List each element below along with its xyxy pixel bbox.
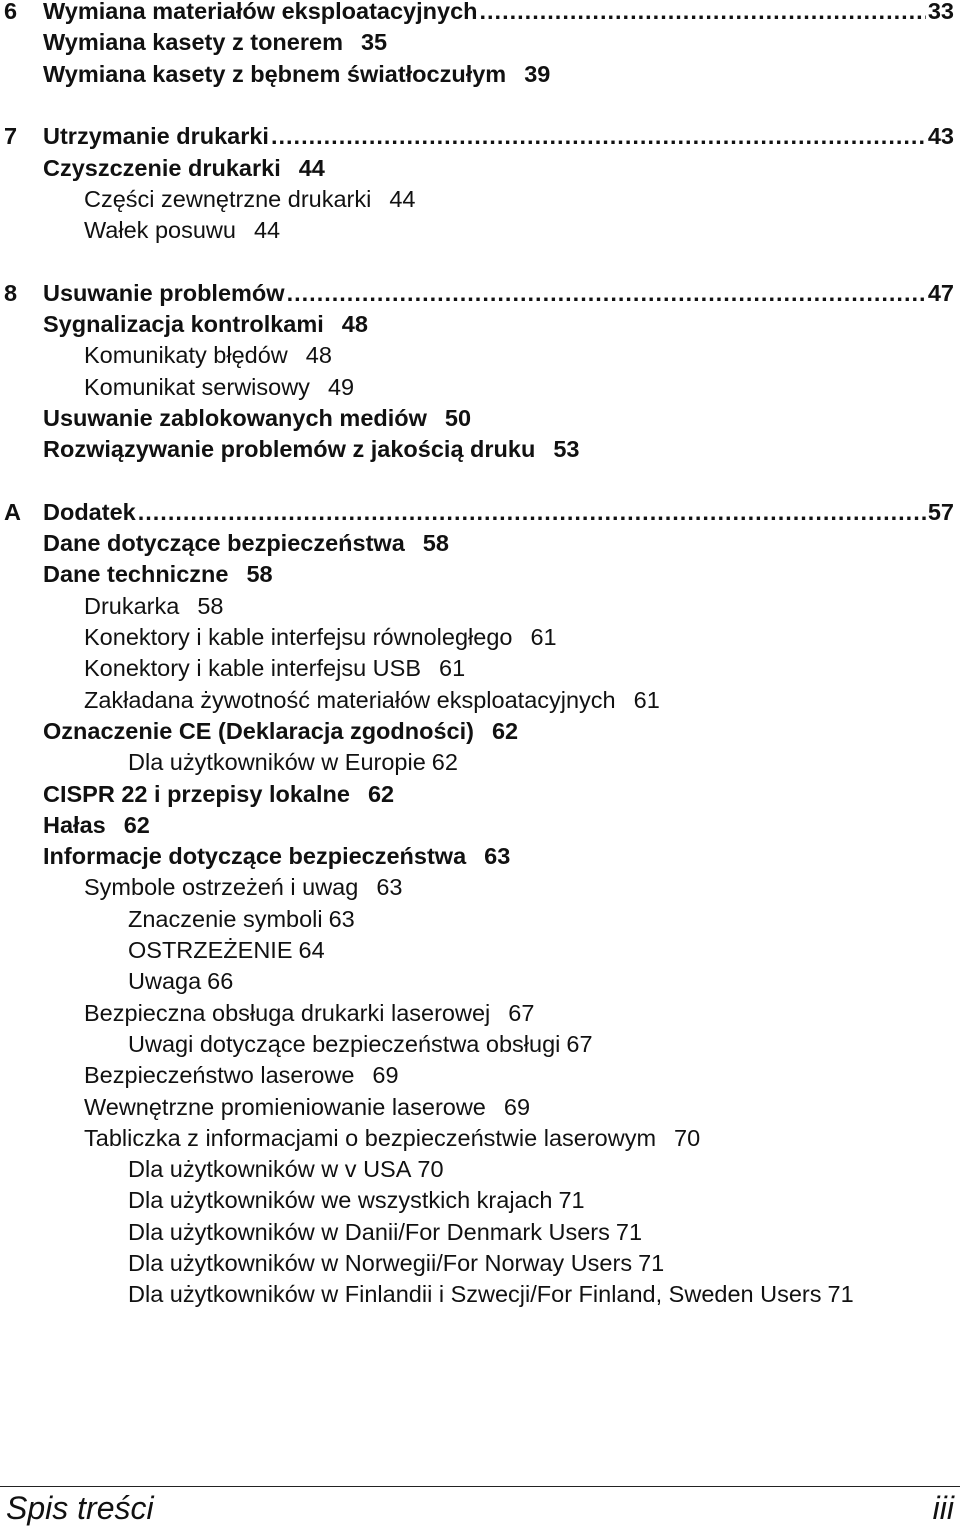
toc-entry-page-number: 63 <box>484 843 511 870</box>
toc-entry-title: Uwagi dotyczące bezpieczeństwa obsługi <box>128 1030 561 1057</box>
dot-leader <box>271 121 926 152</box>
toc-entry-page-number: 35 <box>360 29 388 56</box>
toc-entry-container <box>43 153 325 184</box>
toc-entry-container <box>43 309 368 340</box>
dot-leader <box>287 278 926 309</box>
toc-chapter-row[interactable] <box>0 497 960 528</box>
toc-entry-container <box>84 184 415 215</box>
toc-entry-page-number: 62 <box>491 717 519 744</box>
toc-entry-title: CISPR 22 i przepisy lokalne <box>43 780 350 807</box>
toc-entry-container <box>43 841 510 872</box>
chapter-title-wrap <box>43 497 954 528</box>
toc-entry-title: Informacje dotyczące bezpieczeństwa <box>43 843 467 870</box>
toc-entry-page-number: 71 <box>615 1218 643 1245</box>
toc-entry-title: Bezpieczeństwo laserowe <box>84 1062 355 1089</box>
toc-entry-page-number: 66 <box>207 968 234 995</box>
toc-entry-title: Dla użytkowników w v USA <box>128 1156 412 1183</box>
toc-entry-container <box>128 904 355 935</box>
toc-entry-title: Części zewnętrzne drukarki <box>84 185 372 212</box>
toc-entry-title: Komunikat serwisowy <box>84 373 310 400</box>
toc-entry-container <box>84 1123 700 1154</box>
toc-entry-container <box>128 1185 585 1216</box>
toc-entry-title: Dla użytkowników w Europie <box>128 749 426 776</box>
toc-entry-page-number: 49 <box>327 373 355 400</box>
toc-entry-title: Konektory i kable interfejsu USB <box>84 655 421 682</box>
toc-entry-title: Wymiana kasety z tonerem <box>43 29 343 56</box>
footer-section-title: Spis treści <box>6 1490 154 1526</box>
dot-leader <box>480 0 926 27</box>
toc-entry-title: Bezpieczna obsługa drukarki laserowej <box>84 999 491 1026</box>
toc-entry-page-number: 71 <box>558 1187 585 1214</box>
toc-entry-title: Znaczenie symboli <box>128 905 323 932</box>
chapter-title: Dodatek <box>43 498 136 525</box>
toc-entry-page-number: 69 <box>372 1062 399 1089</box>
toc-entry-container <box>43 434 579 465</box>
toc-entry-container <box>128 1154 444 1185</box>
chapter-number: 7 <box>4 123 18 150</box>
toc-entry-page-number: 58 <box>422 530 449 557</box>
toc-entry-container <box>43 559 273 590</box>
toc-entry-title: Dla użytkowników we wszystkich krajach <box>128 1187 553 1214</box>
toc-entry-container <box>84 340 332 371</box>
toc-entry-title: Rozwiązywanie problemów z jakością druku <box>43 436 536 463</box>
chapter-title-wrap <box>43 121 954 152</box>
toc-entry-page-number: 44 <box>253 217 281 244</box>
toc-entry-container <box>43 716 518 747</box>
toc-entry-page-number: 61 <box>633 686 660 713</box>
toc-entry-page-number: 67 <box>566 1030 593 1057</box>
toc-entry-page-number: 48 <box>341 311 368 337</box>
toc-entry-page-number: 70 <box>674 1124 701 1151</box>
footer-rule <box>0 1486 960 1487</box>
footer-page-number: iii <box>932 1490 954 1526</box>
toc-entry-page-number: 44 <box>389 185 416 212</box>
toc-entry-title: OSTRZEŻENIE <box>128 937 293 963</box>
toc-entry-title: Sygnalizacja kontrolkami <box>43 311 324 337</box>
toc-chapter-row[interactable] <box>0 0 960 27</box>
dot-leader <box>138 497 926 528</box>
toc-entry-page-number: 71 <box>827 1281 854 1308</box>
toc-entry-container <box>128 1217 642 1248</box>
toc-entry-container <box>128 1279 854 1310</box>
toc-entry-page-number: 63 <box>328 905 355 932</box>
toc-entry-page-number: 61 <box>530 624 557 650</box>
toc-entry-page-number: 62 <box>367 780 395 807</box>
toc-entry-container <box>128 1029 593 1060</box>
toc-entry-title: Tabliczka z informacjami o bezpieczeństwie laserowym <box>84 1124 657 1151</box>
toc-entry-page-number: 58 <box>197 592 224 619</box>
toc-entry-title: Hałas <box>43 811 106 838</box>
toc-entry-title: Wałek posuwu <box>84 217 236 244</box>
toc-entry-container <box>84 872 402 903</box>
toc-entry-container <box>84 215 280 246</box>
toc-entry-container <box>84 685 660 716</box>
toc-entry-page-number: 50 <box>444 404 472 431</box>
toc-entry-title: Dla użytkowników w Danii/For Denmark Users <box>128 1218 610 1245</box>
toc-entry-title: Oznaczenie CE (Deklaracja zgodności) <box>43 717 474 744</box>
toc-entry-title: Dla użytkowników w Finlandii i Szwecji/For Finland, Sweden Users <box>128 1281 822 1308</box>
chapter-page-number: 57 <box>927 498 954 525</box>
toc-entry-page-number: 70 <box>417 1156 444 1183</box>
toc-entry-container <box>84 591 223 622</box>
toc-entry-title: Uwaga <box>128 968 202 995</box>
toc-entry-title: Wymiana kasety z bębnem światłoczułym <box>43 60 507 87</box>
toc-chapter-row[interactable] <box>0 121 960 152</box>
toc-entry-page-number: 44 <box>298 154 325 181</box>
toc-chapter-row[interactable] <box>0 278 960 309</box>
toc-entry-title: Dane dotyczące bezpieczeństwa <box>43 530 405 557</box>
toc-entry-title: Drukarka <box>84 592 180 619</box>
toc-entry-page-number: 67 <box>508 999 535 1026</box>
toc-entry-title: Komunikaty błędów <box>84 342 288 369</box>
toc-entry-page-number: 62 <box>123 811 150 838</box>
toc-entry-container <box>43 779 394 810</box>
toc-entry-container <box>128 966 233 997</box>
toc-entry-container <box>43 59 550 90</box>
chapter-page-number: 33 <box>927 0 954 24</box>
chapter-title-wrap <box>43 0 954 27</box>
toc-entry-title: Czyszczenie drukarki <box>43 154 281 181</box>
toc-entry-container <box>84 622 557 653</box>
chapter-number: A <box>4 498 21 525</box>
toc-entry-title: Dla użytkowników w Norwegii/For Norway Users <box>128 1250 633 1276</box>
toc-entry-container <box>84 1060 399 1091</box>
toc-entry-page-number: 63 <box>376 874 403 901</box>
toc-entry-container <box>43 810 150 841</box>
toc-entry-container <box>84 372 354 403</box>
toc-entry-container <box>43 403 471 434</box>
toc-entry-page-number: 71 <box>638 1250 665 1276</box>
chapter-title: Wymiana materiałów eksploatacyjnych <box>43 0 478 24</box>
toc-entry-title: Wewnętrzne promieniowanie laserowe <box>84 1093 486 1120</box>
chapter-page-number: 43 <box>927 123 954 150</box>
toc-entry-container <box>84 653 465 684</box>
chapter-title-wrap <box>43 278 954 309</box>
toc-entry-page-number: 53 <box>553 436 580 463</box>
toc-entry-page-number: 62 <box>431 749 458 776</box>
toc-entry-title: Symbole ostrzeżeń i uwag <box>84 874 359 901</box>
toc-entry-container <box>84 998 534 1029</box>
toc-entry-page-number: 58 <box>246 561 273 588</box>
chapter-number: 6 <box>4 0 18 24</box>
chapter-page-number: 47 <box>927 279 954 306</box>
toc-entry-container <box>43 27 387 58</box>
toc-entry-container <box>128 1248 664 1279</box>
toc-entry-page-number: 69 <box>503 1093 531 1120</box>
toc-entry-title: Konektory i kable interfejsu równoległego <box>84 624 513 650</box>
toc-entry-title: Zakładana żywotność materiałów eksploatacyjnych <box>84 686 616 713</box>
chapter-title: Usuwanie problemów <box>43 279 285 306</box>
toc-entry-page-number: 39 <box>524 60 551 87</box>
toc-entry-container <box>43 528 449 559</box>
toc-entry-title: Dane techniczne <box>43 561 229 588</box>
toc-entry-page-number: 64 <box>298 937 325 963</box>
toc-entry-title: Usuwanie zablokowanych mediów <box>43 404 427 431</box>
toc-entry-page-number: 48 <box>305 342 332 369</box>
toc-entry-container <box>84 1092 530 1123</box>
toc-entry-container <box>128 935 325 966</box>
chapter-title: Utrzymanie drukarki <box>43 123 269 150</box>
toc-entry-container <box>128 747 458 778</box>
toc-entry-page-number: 61 <box>439 655 466 682</box>
chapter-number: 8 <box>4 279 18 306</box>
